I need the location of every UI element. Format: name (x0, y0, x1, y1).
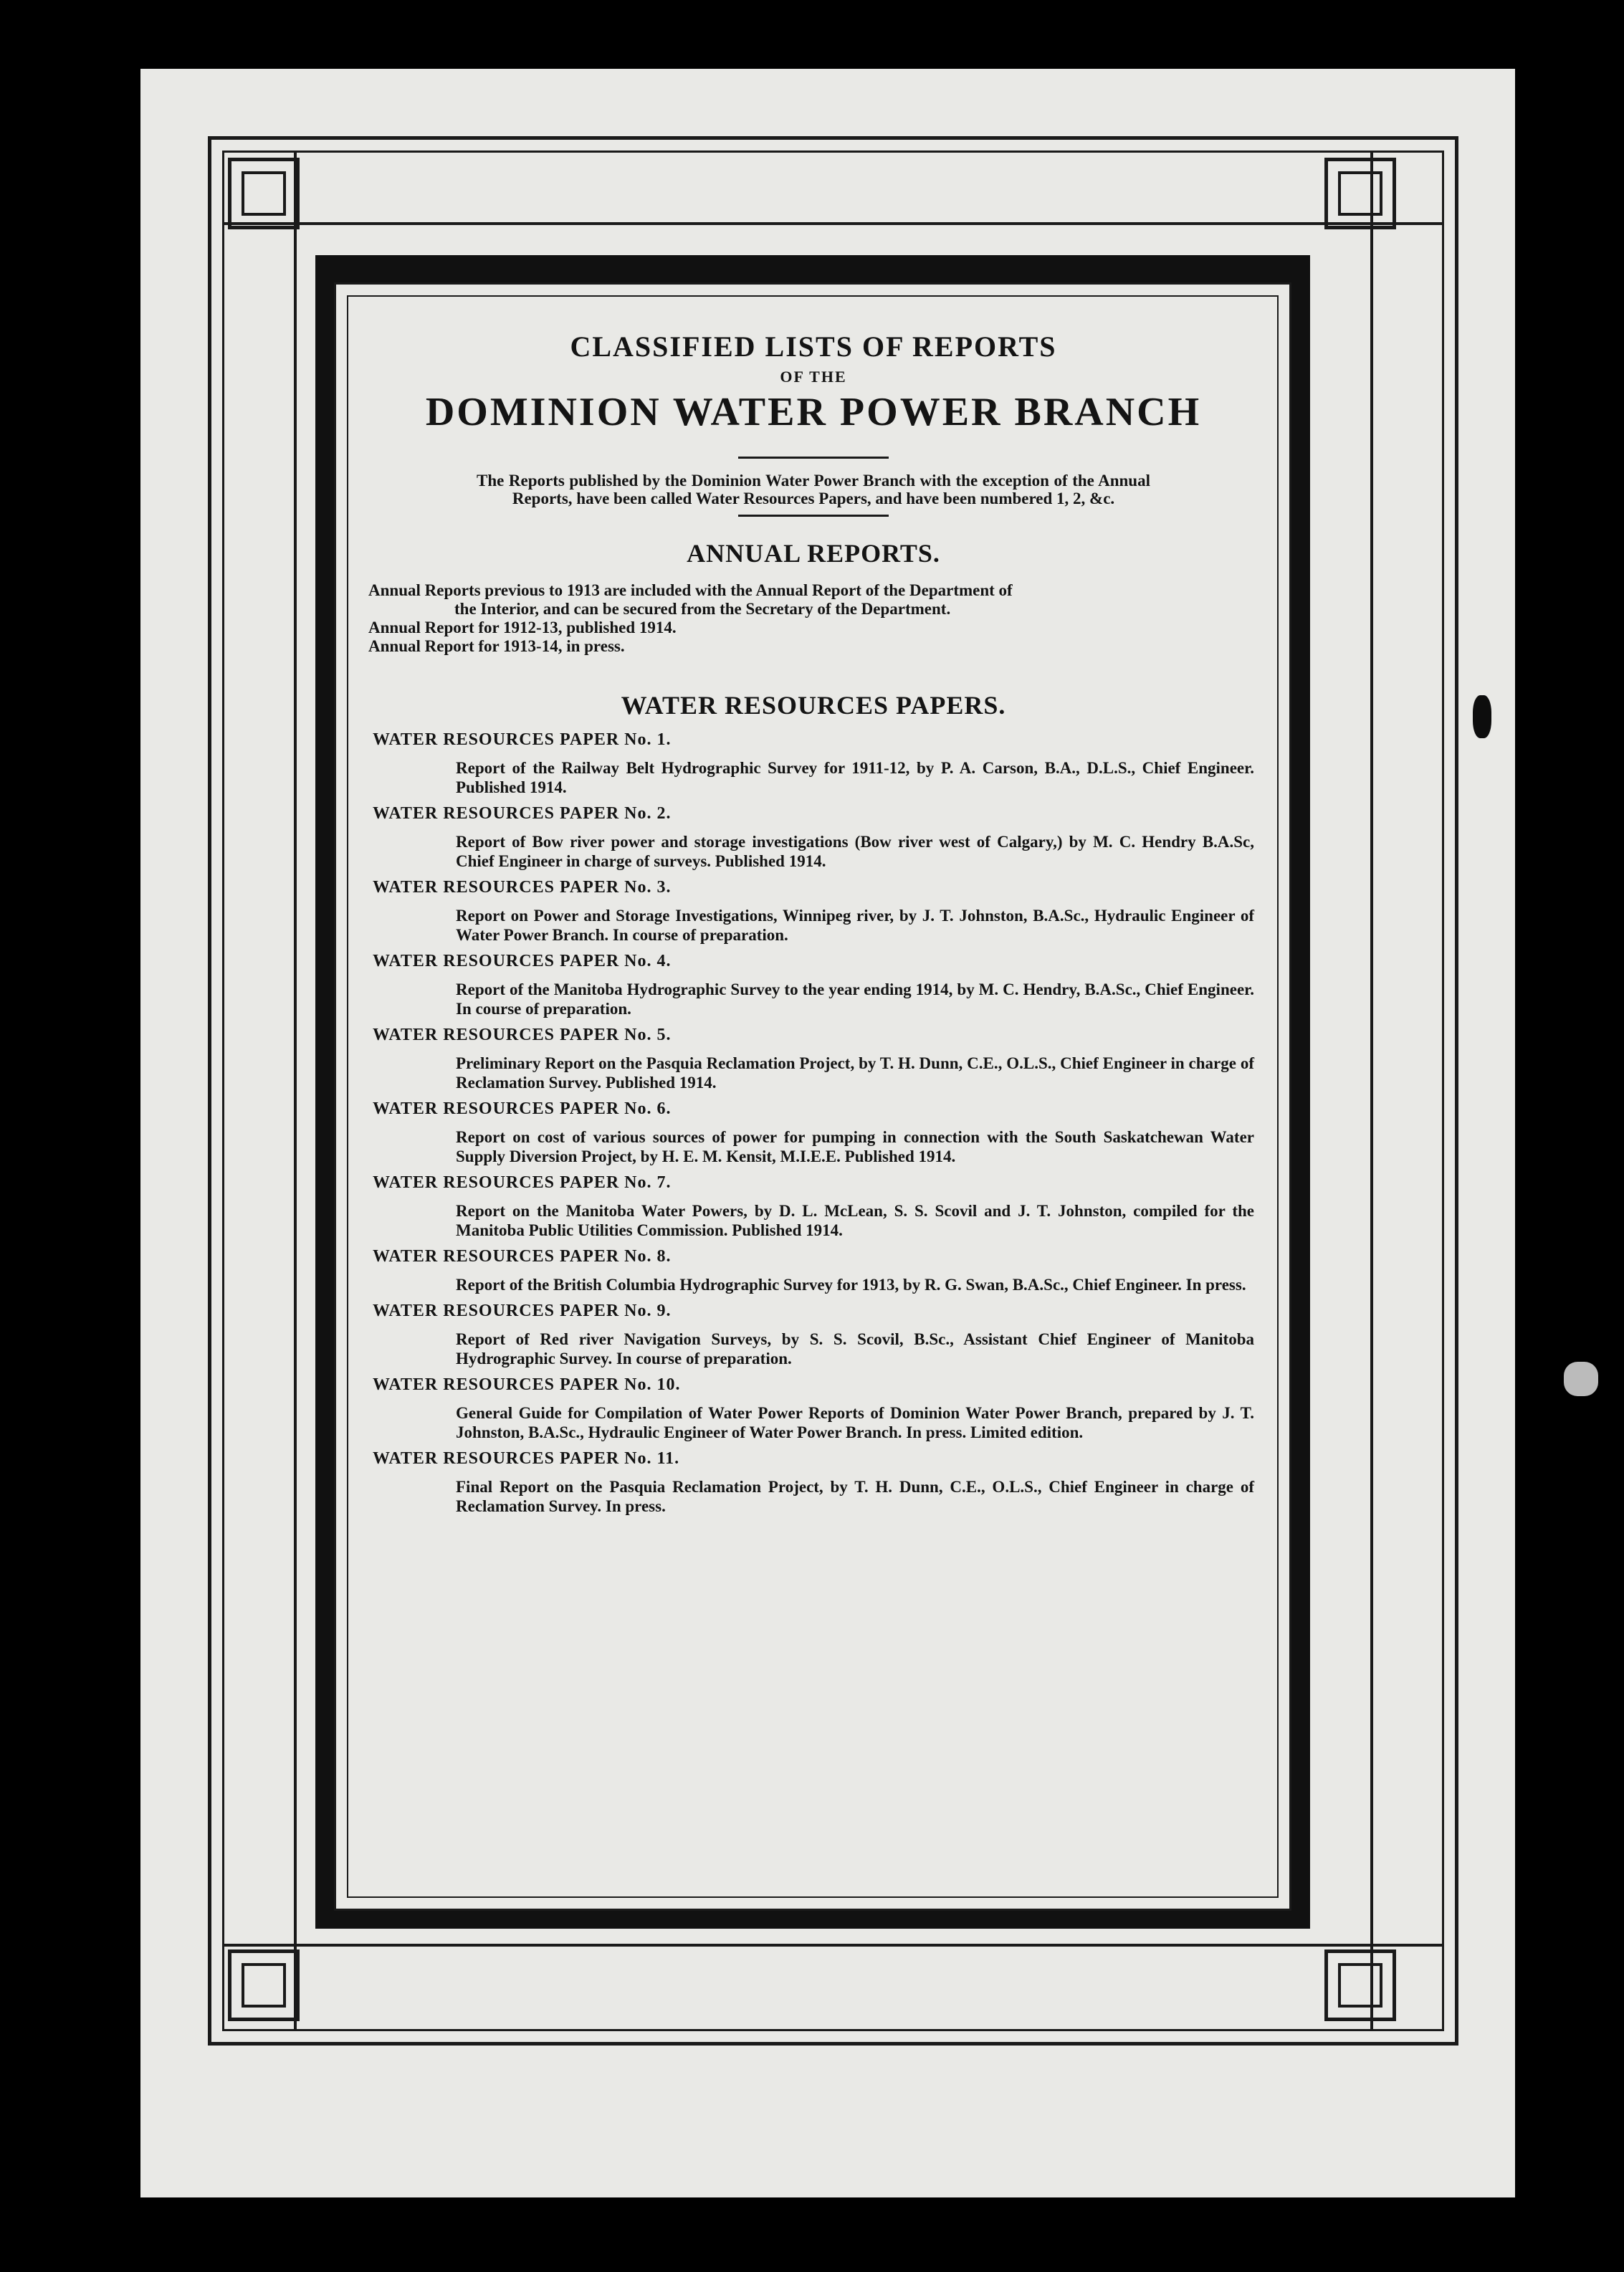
annual-reports-heading: ANNUAL REPORTS. (687, 539, 940, 568)
water-resources-heading: WATER RESOURCES PAPERS. (621, 691, 1006, 720)
top-rail (222, 222, 1444, 225)
paper-title: WATER RESOURCES PAPER No. 9. (373, 1302, 672, 1320)
paper-title: WATER RESOURCES PAPER No. 2. (373, 804, 672, 823)
intro-paragraph: The Reports published by the Dominion Water Power Branch with the exception of the Annual Reports, have been called Water Resources Papers, and have been numbered 1, 2, &c. (477, 472, 1150, 507)
header-line-2: OF THE (780, 368, 847, 386)
bottom-rail (222, 1944, 1444, 1947)
list-item (373, 1302, 1254, 1368)
paper-description: Report of Red river Navigation Surveys, by S. S. Scovil, B.Sc., Assistant Chief Engineer of Manitoba Hydrographic Survey. In course of preparation. (456, 1330, 1254, 1368)
paper-title: WATER RESOURCES PAPER No. 7. (373, 1173, 672, 1192)
paper-title: WATER RESOURCES PAPER No. 5. (373, 1026, 672, 1044)
corner-ornament-bottom-right (1324, 1949, 1396, 2021)
paper-title: WATER RESOURCES PAPER No. 6. (373, 1099, 672, 1118)
paper-description: Preliminary Report on the Pasquia Reclamation Project, by T. H. Dunn, C.E., O.L.S., Chief Engineer in charge of Reclamation Survey. Published 1914. (456, 1054, 1254, 1092)
header-line-1: CLASSIFIED LISTS OF REPORTS (570, 330, 1057, 363)
annual-line: Annual Report for 1913-14, in press. (368, 637, 625, 655)
paper-description: Report of Bow river power and storage investigations (Bow river west of Calgary,) by M. C. Hendry B.A.Sc, Chief Engineer in charge of surveys. Published 1914. (456, 833, 1254, 870)
list-item (373, 1026, 1254, 1092)
paper-description: Report of the British Columbia Hydrographic Survey for 1913, by R. G. Swan, B.A.Sc., Chief Engineer. In press. (456, 1276, 1246, 1294)
corner-ornament-top-left (228, 158, 300, 229)
left-rail (294, 151, 297, 2031)
list-item (373, 1449, 1254, 1516)
divider (738, 515, 889, 517)
paper-title: WATER RESOURCES PAPER No. 11. (373, 1449, 680, 1468)
paper-title: WATER RESOURCES PAPER No. 1. (373, 730, 672, 749)
list-item (373, 1247, 1254, 1294)
papers-list (373, 730, 1254, 1516)
annual-line: Annual Reports previous to 1913 are included with the Annual Report of the Department of (368, 581, 1013, 599)
corner-ornament-top-right (1324, 158, 1396, 229)
paper-description: General Guide for Compilation of Water Power Reports of Dominion Water Power Branch, prepared by J. T. Johnston, B.A.Sc., Hydraulic Engineer of Water Power Branch. In press. Limited edition. (456, 1404, 1254, 1441)
paper-title: WATER RESOURCES PAPER No. 8. (373, 1247, 672, 1266)
paper-title: WATER RESOURCES PAPER No. 4. (373, 952, 672, 970)
scan-blot (1473, 695, 1491, 738)
paper-description: Report of the Manitoba Hydrographic Survey to the year ending 1914, by M. C. Hendry, B.A.Sc., Chief Engineer. In course of preparation. (456, 980, 1254, 1018)
divider (738, 457, 889, 459)
list-item (373, 1375, 1254, 1442)
document-content (368, 315, 1254, 1516)
annual-line: the Interior, and can be secured from the Secretary of the Department. (454, 600, 951, 618)
list-item (373, 1173, 1254, 1240)
page-title: DOMINION WATER POWER BRANCH (425, 390, 1202, 434)
paper-title: WATER RESOURCES PAPER No. 3. (373, 878, 672, 897)
right-rail (1370, 151, 1373, 2031)
paper-description: Report on Power and Storage Investigations, Winnipeg river, by J. T. Johnston, B.A.Sc., Hydraulic Engineer of Water Power Branch. In course of preparation. (456, 907, 1254, 944)
list-item (373, 804, 1254, 871)
corner-ornament-bottom-left (228, 1949, 300, 2021)
annual-line: Annual Report for 1912-13, published 1914. (368, 619, 677, 636)
paper-title: WATER RESOURCES PAPER No. 10. (373, 1375, 681, 1394)
list-item (373, 730, 1254, 797)
annual-reports-list (368, 581, 1254, 656)
paper-description: Report of the Railway Belt Hydrographic Survey for 1911-12, by P. A. Carson, B.A., D.L.S., Chief Engineer. Published 1914. (456, 759, 1254, 796)
paper-description: Final Report on the Pasquia Reclamation Project, by T. H. Dunn, C.E., O.L.S., Chief Engineer in charge of Reclamation Survey. In press. (456, 1478, 1254, 1515)
list-item (373, 878, 1254, 945)
list-item (373, 1099, 1254, 1166)
paper-description: Report on the Manitoba Water Powers, by D. L. McLean, S. S. Scovil and J. T. Johnston, compiled for the Manitoba Public Utilities Commission. Published 1914. (456, 1202, 1254, 1239)
scan-blot (1564, 1362, 1598, 1396)
list-item (373, 952, 1254, 1018)
paper-description: Report on cost of various sources of power for pumping in connection with the South Saskatchewan Water Supply Diversion Project, by H. E. M. Kensit, M.I.E.E. Published 1914. (456, 1128, 1254, 1165)
